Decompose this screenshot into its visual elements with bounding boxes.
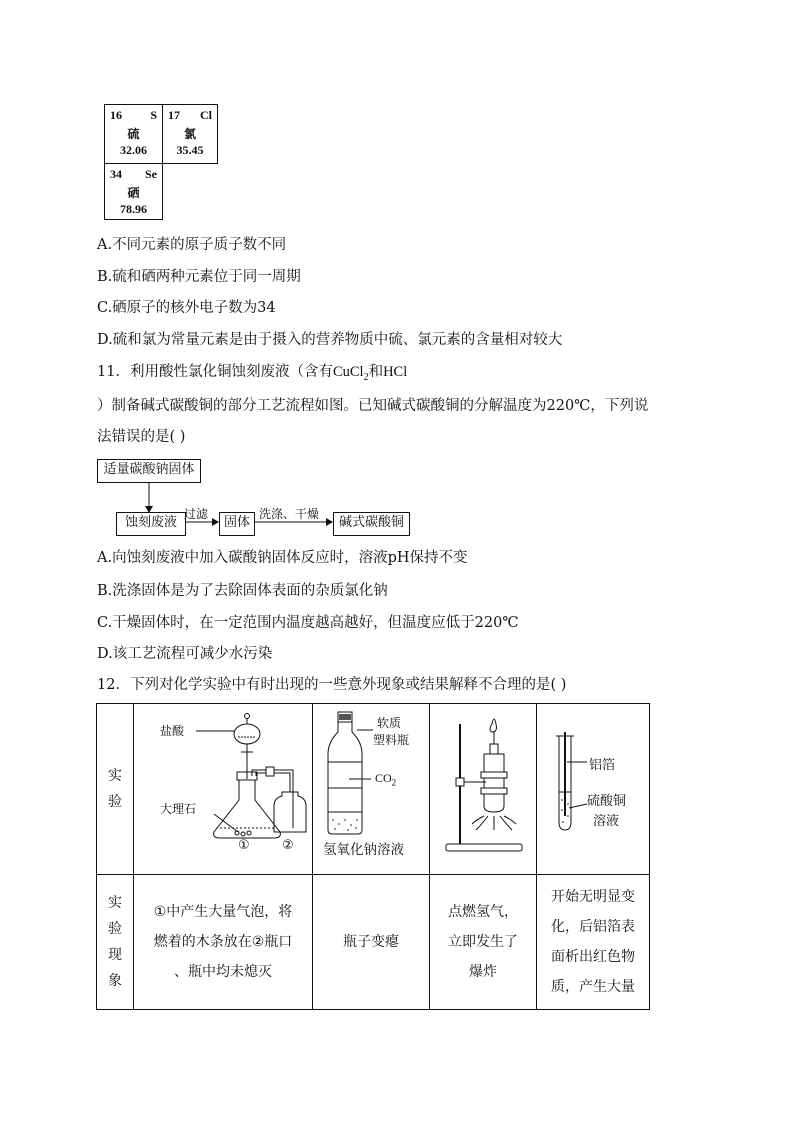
phenomenon-2 xyxy=(313,875,430,1010)
atomic-mass: 78.96 xyxy=(120,202,147,216)
label-plastic-bottle: 塑料瓶 xyxy=(373,733,410,747)
q10-option-a: A.不同元素的原子质子数不同 xyxy=(97,237,287,253)
atomic-number: 17 xyxy=(168,108,180,122)
test-tube-aluminum-foil-icon xyxy=(537,704,649,874)
label-aluminum-foil: 铝箔 xyxy=(589,758,616,773)
atomic-number: 34 xyxy=(110,167,122,181)
q11-option-d: D.该工艺流程可减少水污染 xyxy=(97,646,273,662)
formula-cucl: CuCl xyxy=(332,364,364,380)
element-symbol: S xyxy=(150,108,157,122)
element-symbol: Se xyxy=(145,167,157,181)
atomic-mass: 35.45 xyxy=(176,143,204,157)
phenomenon-4 xyxy=(537,875,650,1010)
experiment-figure-4 xyxy=(537,704,650,875)
label-flask-1: ① xyxy=(238,838,250,853)
q11-stem-line2: ）制备碱式碳酸铜的部分工艺流程如图。已知碱式碳酸铜的分解温度为220℃，下列说 xyxy=(97,398,649,414)
phenomenon-3 xyxy=(430,875,537,1010)
phenomenon-line: 质，产生大量 xyxy=(551,979,635,995)
q11-option-b: B.洗涤固体是为了去除固体表面的杂质氯化钠 xyxy=(97,583,388,599)
header-char: 验 xyxy=(108,921,122,937)
formula-cucl2 xyxy=(332,364,369,383)
flow-arrow-label-wash-dry: 洗涤、干燥 xyxy=(259,507,320,521)
row-header-experiment xyxy=(97,704,134,875)
q11-option-a: A.向蚀刻废液中加入碳酸钠固体反应时，溶液pH保持不变 xyxy=(97,550,468,566)
label-soft-bottle: 软质 xyxy=(377,716,402,730)
flow-box-basic-copper-carbonate: 碱式碳酸铜 xyxy=(333,512,410,536)
phenomenon-line: ①中产生大量气泡，将 xyxy=(153,904,293,920)
element-cell-selenium xyxy=(104,163,163,220)
phenomenon-line: 化，后铝箔表 xyxy=(551,919,635,935)
subscript: 2 xyxy=(391,777,397,788)
label-solution: 溶液 xyxy=(593,814,620,829)
label-hydrochloric-acid: 盐酸 xyxy=(160,724,185,738)
element-symbol: Cl xyxy=(200,108,212,122)
header-char: 象 xyxy=(108,973,122,989)
flow-arrow-label-filter: 过滤 xyxy=(184,507,209,521)
q12-stem: 12．下列对化学实验中有时出现的一些意外现象或结果解释不合理的是( ) xyxy=(97,677,567,693)
element-cell-chlorine xyxy=(162,104,218,164)
hydrogen-burning-apparatus-icon xyxy=(430,704,536,874)
experiment-figure-2 xyxy=(313,704,430,875)
label-co2 xyxy=(375,771,396,787)
experiment-figure-3 xyxy=(430,704,537,875)
phenomenon-line: 瓶子变瘪 xyxy=(343,934,399,950)
q11-stem-line3: 法错误的是( ) xyxy=(97,429,186,445)
label-bottle-2: ② xyxy=(282,838,294,853)
header-char: 实 xyxy=(108,895,122,911)
phenomenon-line: 燃着的木条放在②瓶口 xyxy=(153,934,293,950)
phenomenon-line: 面析出红色物 xyxy=(551,949,635,965)
element-cell-sulfur xyxy=(104,104,163,164)
subscript: 2 xyxy=(363,371,369,383)
flow-box-etching-waste: 蚀刻废液 xyxy=(116,512,186,536)
atomic-mass: 32.06 xyxy=(120,143,147,157)
q11-stem-text: 11．利用酸性氯化铜蚀刻废液（含有 xyxy=(97,364,333,380)
flow-box-solid: 固体 xyxy=(219,512,255,536)
atomic-number: 16 xyxy=(110,108,122,122)
phenomenon-line: 、瓶中均未熄灭 xyxy=(174,964,272,980)
formula-co: CO xyxy=(375,771,392,785)
q10-option-d: D.硫和氯为常量元素是由于摄入的营养物质中硫、氯元素的含量相对较大 xyxy=(97,332,563,348)
label-copper-sulfate: 硫酸铜 xyxy=(587,794,627,809)
phenomenon-line: 立即发生了 xyxy=(448,934,518,950)
experiment-figure-1 xyxy=(134,704,313,875)
phenomenon-1 xyxy=(134,875,313,1010)
label-sodium-hydroxide-solution: 氢氧化钠溶液 xyxy=(323,842,404,858)
conjunction: 和 xyxy=(368,364,384,380)
periodic-table xyxy=(100,102,220,222)
header-char: 实 xyxy=(108,768,122,784)
phenomenon-line: 爆炸 xyxy=(469,964,497,980)
header-char: 验 xyxy=(108,794,122,810)
q11-stem-line1 xyxy=(97,362,407,388)
experiment-table xyxy=(96,703,650,1010)
q10-option-c: C.硒原子的核外电子数为34 xyxy=(97,300,276,316)
phenomenon-line: 点燃氢气， xyxy=(448,904,518,920)
row-header-phenomenon xyxy=(97,875,134,1010)
formula-hcl: HCl xyxy=(383,364,408,380)
flow-box-sodium-carbonate: 适量碳酸钠固体 xyxy=(97,459,201,483)
element-name: 氯 xyxy=(183,127,196,141)
label-marble: 大理石 xyxy=(160,802,197,816)
q10-option-b: B.硫和硒两种元素位于同一周期 xyxy=(97,269,301,285)
q11-option-c: C.干燥固体时，在一定范围内温度越高越好，但温度应低于220℃ xyxy=(97,615,519,631)
phenomenon-line: 开始无明显变 xyxy=(551,889,635,905)
header-char: 现 xyxy=(108,947,122,963)
element-name: 硒 xyxy=(127,186,140,200)
element-name: 硫 xyxy=(127,127,140,141)
